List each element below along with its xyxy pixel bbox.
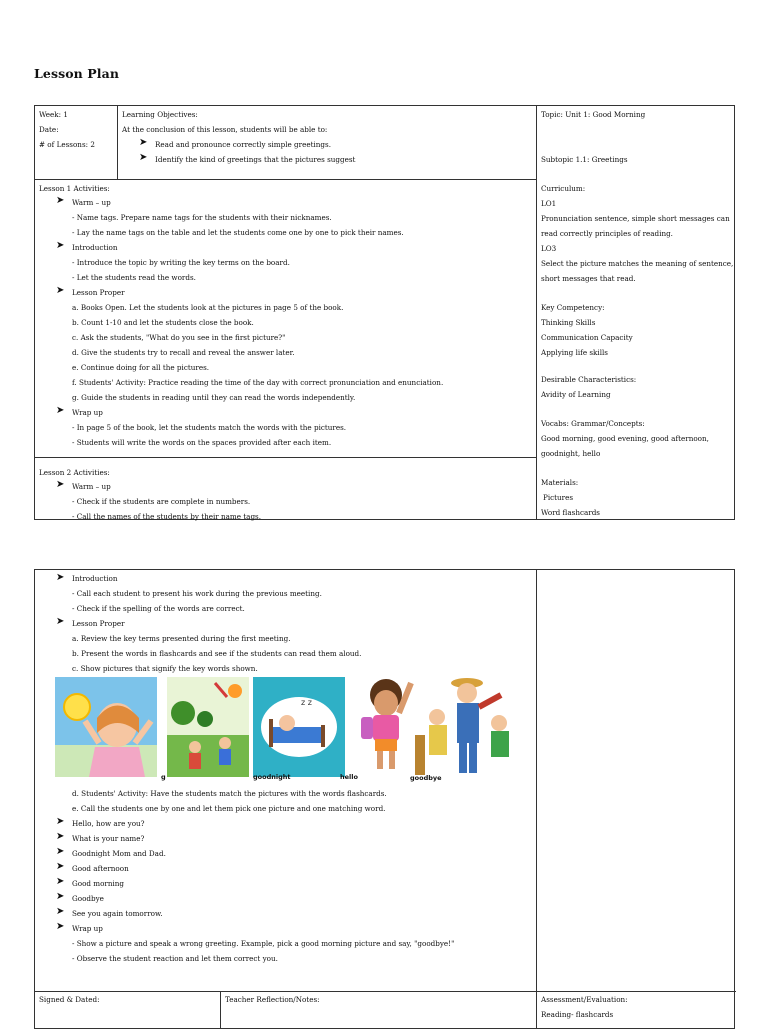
phrase-item: Hello, how are you? <box>72 819 145 828</box>
bullet-arrow-icon: ➤ <box>56 405 65 416</box>
text-line: goodnight, hello <box>541 449 601 458</box>
page-title: Lesson Plan <box>34 66 120 81</box>
activity-line: c. Ask the students, "What do you see in the first picture?" <box>72 333 286 342</box>
activity-line: - Check if the students are complete in numbers. <box>72 497 251 506</box>
activity-line: - In page 5 of the book, let the students match the words with the pictures. <box>72 423 347 432</box>
objectives-intro: At the conclusion of this lesson, students will be able to: <box>122 125 328 134</box>
text-line: Avidity of Learning <box>541 390 611 399</box>
goodbye-picture <box>415 678 509 775</box>
activity-line: d. Students' Activity: Have the students match the pictures with the words flashcards. <box>72 789 387 798</box>
wrapup-heading: Wrap up <box>72 924 103 933</box>
activity-line: b. Present the words in flashcards and see if the students can read them aloud. <box>72 649 362 658</box>
activity-line: - Call each student to present his work during the previous meeting. <box>72 589 322 598</box>
bullet-arrow-icon: ➤ <box>56 831 65 842</box>
reflection-label: Teacher Reflection/Notes: <box>225 995 320 1004</box>
svg-text:z z: z z <box>301 698 312 707</box>
bullet-arrow-icon: ➤ <box>56 861 65 872</box>
bullet-arrow-icon: ➤ <box>56 816 65 827</box>
phrase-item: Good morning <box>72 879 125 888</box>
text-line: short messages that read. <box>541 274 636 283</box>
text-line: read correctly principles of reading. <box>541 229 673 238</box>
competency-label: Key Competency: <box>541 303 605 312</box>
assessment-label: Assessment/Evaluation: <box>541 995 628 1004</box>
goodnight-picture <box>253 677 345 777</box>
proper-heading: Lesson Proper <box>72 288 125 297</box>
lo1-label: LO1 <box>541 199 557 208</box>
picture-caption: goodnight <box>253 773 291 781</box>
phrase-item: Goodnight Mom and Dad. <box>72 849 166 858</box>
signed-label: Signed & Dated: <box>39 995 100 1004</box>
warmup-heading: Warm – up <box>72 482 111 491</box>
bullet-arrow-icon: ➤ <box>56 906 65 917</box>
activity-line: - Let the students read the words. <box>72 273 196 282</box>
activity-line: - Introduce the topic by writing the key terms on the board. <box>72 258 290 267</box>
assessment-item: Reading- flashcards <box>541 1010 614 1019</box>
phrase-item: Goodbye <box>72 894 104 903</box>
curriculum-label: Curriculum: <box>541 184 586 193</box>
picture-caption: goodbye <box>410 774 442 782</box>
phrase-item: Good afternoon <box>72 864 129 873</box>
materials-label: Materials: <box>541 478 579 487</box>
bullet-arrow-icon: ➤ <box>56 240 65 251</box>
subtopic-label: Subtopic 1.1: Greetings <box>541 155 628 164</box>
bullet-arrow-icon: ➤ <box>56 891 65 902</box>
bullet-arrow-icon: ➤ <box>56 876 65 887</box>
activity-line: d. Give the students try to recall and reveal the answer later. <box>72 348 295 357</box>
desirable-label: Desirable Characteristics: <box>541 375 637 384</box>
lo3-label: LO3 <box>541 244 557 253</box>
activity-line: - Call the names of the students by their name tags. <box>72 512 262 521</box>
activity-line: a. Review the key terms presented during the first meeting. <box>72 634 291 643</box>
warmup-heading: Warm – up <box>72 198 111 207</box>
bullet-arrow-icon: ➤ <box>56 195 65 206</box>
bullet-arrow-icon: ➤ <box>56 479 65 490</box>
week-label: Week: 1 <box>39 110 68 119</box>
bullet-arrow-icon: ➤ <box>56 846 65 857</box>
phrase-item: See you again tomorrow. <box>72 909 163 918</box>
picture-caption: hello <box>340 773 358 781</box>
text-line: Pronunciation sentence, simple short messages can <box>541 214 730 223</box>
lesson1-title: Lesson 1 Activities: <box>39 184 110 193</box>
lessons-count: # of Lessons: 2 <box>39 140 95 149</box>
text-line: Pictures <box>543 493 574 502</box>
activity-line: c. Show pictures that signify the key words shown. <box>72 664 258 673</box>
picture-caption: g <box>161 773 166 781</box>
activity-line: e. Continue doing for all the pictures. <box>72 363 210 372</box>
date-label: Date: <box>39 125 59 134</box>
activity-line: - Show a picture and speak a wrong greeting. Example, pick a good morning picture and say, "goodbye!" <box>72 939 455 948</box>
objective-item: Identify the kind of greetings that the pictures suggest <box>155 155 356 164</box>
intro-heading: Introduction <box>72 243 118 252</box>
wrapup-heading: Wrap up <box>72 408 103 417</box>
activity-line: g. Guide the students in reading until they can read the words independently. <box>72 393 356 402</box>
bullet-arrow-icon: ➤ <box>56 616 65 627</box>
proper-heading: Lesson Proper <box>72 619 125 628</box>
good-afternoon-picture <box>167 677 249 777</box>
vocabs-label: Vocabs: Grammar/Concepts: <box>541 419 645 428</box>
bullet-arrow-icon: ➤ <box>139 152 148 163</box>
text-line: Communication Capacity <box>541 333 633 342</box>
bullet-arrow-icon: ➤ <box>56 921 65 932</box>
text-line: Select the picture matches the meaning of sentence, <box>541 259 734 268</box>
greeting-pictures <box>55 673 535 783</box>
good-morning-picture <box>55 677 157 777</box>
activity-line: e. Call the students one by one and let them pick one picture and one matching word. <box>72 804 386 813</box>
bullet-arrow-icon: ➤ <box>56 285 65 296</box>
hello-picture <box>361 679 411 769</box>
text-line: Thinking Skills <box>541 318 596 327</box>
text-line: Good morning, good evening, good afternoon, <box>541 434 709 443</box>
phrase-item: What is your name? <box>72 834 145 843</box>
lesson-plan-table-2 <box>34 569 735 1029</box>
bullet-arrow-icon: ➤ <box>139 137 148 148</box>
objectives-title: Learning Objectives: <box>122 110 198 119</box>
activity-line: a. Books Open. Let the students look at the pictures in page 5 of the book. <box>72 303 344 312</box>
activity-line: - Observe the student reaction and let them correct you. <box>72 954 278 963</box>
bullet-arrow-icon: ➤ <box>56 572 65 583</box>
activity-line: b. Count 1-10 and let the students close the book. <box>72 318 254 327</box>
activity-line: f. Students' Activity: Practice reading the time of the day with correct pronunciation and enunciation. <box>72 378 444 387</box>
text-line: Applying life skills <box>541 348 608 357</box>
intro-heading: Introduction <box>72 574 118 583</box>
activity-line: - Check if the spelling of the words are correct. <box>72 604 245 613</box>
lesson2-title: Lesson 2 Activities: <box>39 468 110 477</box>
activity-line: - Name tags. Prepare name tags for the students with their nicknames. <box>72 213 332 222</box>
objective-item: Read and pronounce correctly simple greetings. <box>155 140 331 149</box>
activity-line: - Students will write the words on the spaces provided after each item. <box>72 438 332 447</box>
topic-label: Topic: Unit 1: Good Morning <box>541 110 646 119</box>
activity-line: - Lay the name tags on the table and let the students come one by one to pick their names. <box>72 228 404 237</box>
text-line: Word flashcards <box>541 508 600 517</box>
lesson-plan-table-1 <box>34 105 735 520</box>
